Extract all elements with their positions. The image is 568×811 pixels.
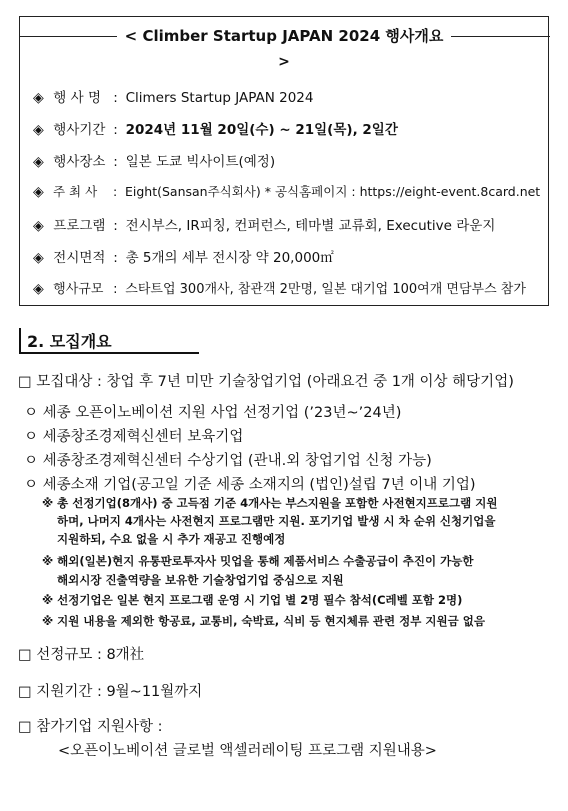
diamond-bullet-icon: ◈ — [33, 154, 44, 170]
condition-item: ㅇ 세종창조경제혁신센터 보육기업 — [24, 429, 244, 445]
recruit-target-line: □ 모집대상 : 창업 후 7년 미만 기술창업기업 (아래요건 중 1개 이상 해당기업) — [18, 374, 514, 390]
event-item: ◈ 행사장소 : 일본 도쿄 빅사이트(예정) — [33, 150, 275, 170]
note-line: ※ 해외(일본)현지 유통판로투자사 밋업을 통해 제품서비스 수출공급이 추진이 가능한 — [42, 554, 474, 568]
diamond-bullet-icon: ◈ — [33, 184, 44, 200]
note-line: ※ 총 선정기업(8개사) 중 고득점 기준 4개사는 부스지원을 포함한 사전현지프로그램 지원 — [42, 496, 498, 510]
condition-item: ㅇ 세종 오픈이노베이션 지원 사업 선정기업 (’23년~’24년) — [24, 405, 402, 421]
event-item-value: 총 5개의 세부 전시장 약 20,000㎡ — [125, 250, 334, 266]
diamond-bullet-icon: ◈ — [33, 122, 44, 138]
note-line: 해외시장 진출역량을 보유한 기술창업기업 중심으로 지원 — [57, 573, 344, 587]
section-header-underline — [19, 352, 199, 354]
note-line: ※ 선정기업은 일본 현지 프로그램 운영 시 기업 별 2명 필수 참석(C레벨 포함 2명) — [42, 593, 463, 607]
event-item: ◈ 주 최 사 : Eight(Sansan주식회사) * 공식홈페이지 : https://eight-event.8card.net — [33, 184, 541, 200]
box-title-continuation: > — [278, 54, 290, 70]
selection-scale-line: □ 선정규모 : 8개社 — [18, 647, 145, 663]
condition-item: ㅇ 세종소재 기업(공고일 기준 세종 소재지의 (법인)설립 7년 이내 기업) — [24, 477, 476, 493]
box-title — [20, 25, 548, 46]
support-details-subtitle: <오픈이노베이션 글로벌 액셀러레이팅 프로그램 지원내용> — [58, 743, 437, 759]
event-item: ◈ 프로그램 : 전시부스, IR피칭, 컨퍼런스, 테마별 교류회, Executive 라운지 — [33, 214, 495, 234]
event-item-label: 프로그램 — [53, 218, 106, 234]
event-item-label: 행 사 명 — [53, 90, 102, 106]
diamond-bullet-icon: ◈ — [33, 218, 44, 234]
diamond-bullet-icon: ◈ — [33, 281, 44, 297]
note-line: 하며, 나머지 4개사는 사전현지 프로그램만 지원. 포기기업 발생 시 차 순위 신청기업을 — [57, 514, 496, 528]
event-item-value: 전시부스, IR피칭, 컨퍼런스, 테마별 교류회, Executive 라운지 — [125, 218, 496, 234]
support-period-line: □ 지원기간 : 9월~11월까지 — [18, 684, 203, 700]
event-item-value: 2024년 11월 20일(수) ~ 21일(목), 2일간 — [125, 122, 398, 138]
event-item-value: 스타트업 300개사, 참관객 2만명, 일본 대기업 100여개 면담부스 참가 — [125, 282, 526, 297]
box-title-text: < Climber Startup JAPAN 2024 행사개요 — [117, 27, 452, 45]
note-line: ※ 지원 내용을 제외한 항공료, 교통비, 숙박료, 식비 등 현지체류 관련 정부 지원금 없음 — [42, 614, 485, 628]
event-item-label: 행사장소 — [53, 154, 106, 170]
event-item-label: 전시면적 — [53, 250, 106, 266]
event-item-label: 행사규모 — [53, 282, 104, 297]
event-item: ◈ 행사규모 : 스타트업 300개사, 참관객 2만명, 일본 대기업 100여개 면담부스 참가 — [33, 278, 526, 297]
event-item: ◈ 행 사 명 : Climers Startup JAPAN 2024 — [33, 86, 314, 106]
section-header — [19, 328, 199, 352]
section-header-left-border — [19, 328, 21, 354]
event-item: ◈ 행사기간 : 2024년 11월 20일(수) ~ 21일(목), 2일간 — [33, 118, 398, 138]
support-details-line: □ 참가기업 지원사항 : — [18, 719, 163, 735]
event-item-label: 행사기간 — [53, 122, 106, 138]
diamond-bullet-icon: ◈ — [33, 250, 44, 266]
event-item-label: 주 최 사 — [52, 184, 98, 199]
note-line: 지원하되, 수요 없을 시 추가 재공고 진행예정 — [57, 532, 286, 546]
event-item-value: Climers Startup JAPAN 2024 — [125, 90, 314, 106]
condition-item: ㅇ 세종창조경제혁신센터 수상기업 (관내.외 창업기업 신청 가능) — [24, 453, 432, 469]
section-title: 2. 모집개요 — [27, 332, 112, 351]
event-item: ◈ 전시면적 : 총 5개의 세부 전시장 약 20,000㎡ — [33, 246, 334, 266]
event-item-value: 일본 도쿄 빅사이트(예정) — [125, 154, 276, 170]
diamond-bullet-icon: ◈ — [33, 90, 44, 106]
event-item-value: Eight(Sansan주식회사) * 공식홈페이지 : https://eight-event.8card.net — [124, 184, 541, 199]
event-overview-box — [19, 16, 549, 306]
